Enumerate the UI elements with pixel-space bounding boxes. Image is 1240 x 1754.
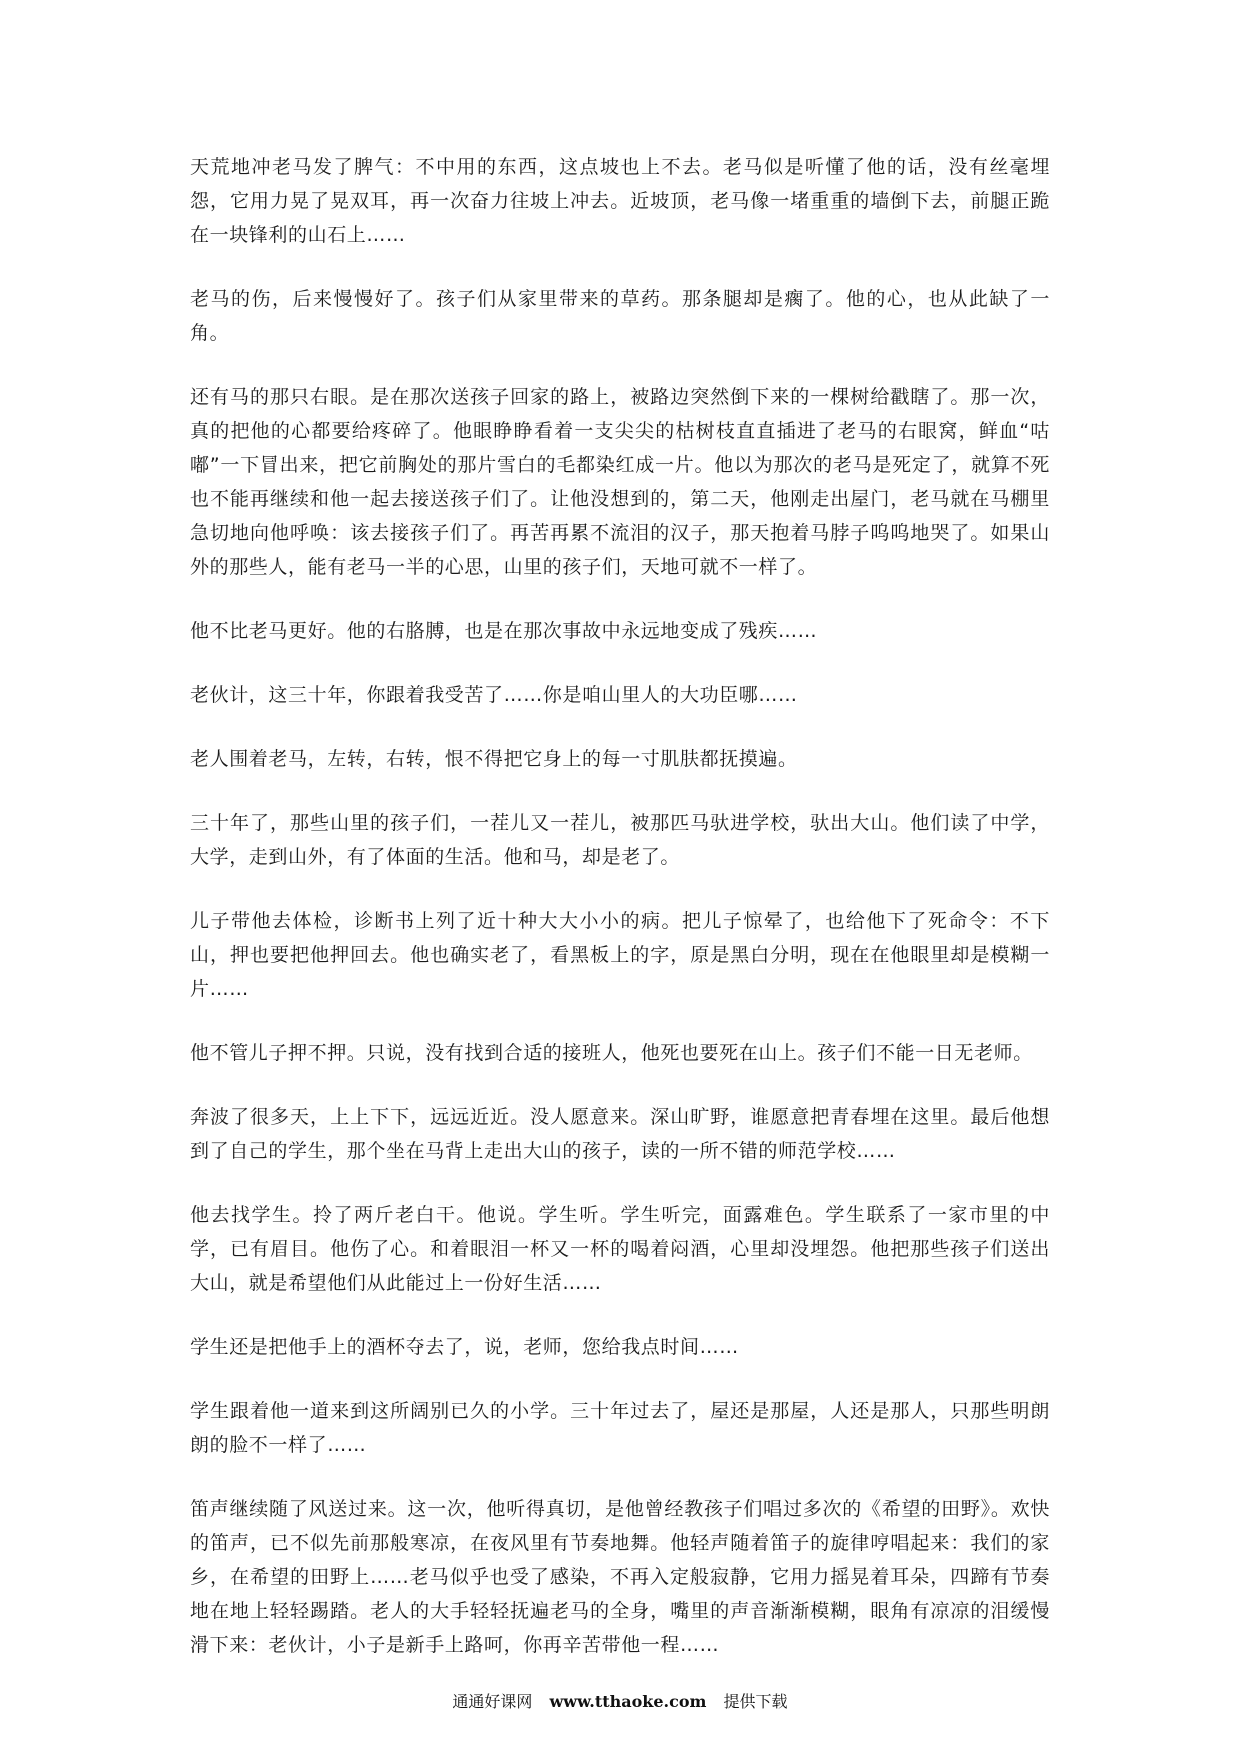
paragraph: 奔波了很多天，上上下下，远远近近。没人愿意来。深山旷野，谁愿意把青春埋在这里。最后他想到了自己的学生，那个坐在马背上走出大山的孩子，读的一所不错的师范学校…… [190,1106,1050,1162]
paragraph: 学生还是把他手上的酒杯夺去了，说，老师，您给我点时间…… [190,1336,739,1358]
paragraph: 他不管儿子押不押。只说，没有找到合适的接班人，他死也要死在山上。孩子们不能一日无老师。 [190,1042,1033,1064]
paragraph: 他去找学生。拎了两斤老白干。他说。学生听。学生听完，面露难色。学生联系了一家市里的中学，已有眉目。他伤了心。和着眼泪一杯又一杯的喝着闷酒，心里却没埋怨。他把那些孩子们送出大山，就是希望他们从此能过上一份好生活…… [190,1204,1050,1294]
page-footer [0,1690,1240,1714]
paragraph: 三十年了，那些山里的孩子们，一茬儿又一茬儿，被那匹马驮进学校，驮出大山。他们读了中学，大学，走到山外，有了体面的生活。他和马，却是老了。 [190,812,1050,868]
paragraph: 老马的伤，后来慢慢好了。孩子们从家里带来的草药。那条腿却是瘸了。他的心，也从此缺了一角。 [190,288,1050,344]
footer-url: www.tthaoke.com [549,1692,707,1711]
paragraph: 天荒地冲老马发了脾气：不中用的东西，这点坡也上不去。老马似是听懂了他的话，没有丝毫埋怨，它用力晃了晃双耳，再一次奋力往坡上冲去。近坡顶，老马像一堵重重的墙倒下去，前腿正跪在一块锋利的山石上…… [190,156,1050,246]
footer-site-name: 通通好课网 [452,1692,533,1711]
paragraph: 还有马的那只右眼。是在那次送孩子回家的路上，被路边突然倒下来的一棵树给戳瞎了。那一次，真的把他的心都要给疼碎了。他眼睁睁看着一支尖尖的枯树枝直直插进了老马的右眼窝，鲜血“咕嘟”一下冒出来，把它前胸处的那片雪白的毛都染红成一片。他以为那次的老马是死定了，就算不死也不能再继续和他一起去接送孩子们了。让他没想到的，第二天，他刚走出屋门，老马就在马棚里急切地向他呼唤：该去接孩子们了。再苦再累不流泪的汉子，那天抱着马脖子呜呜地哭了。如果山外的那些人，能有老马一半的心思，山里的孩子们，天地可就不一样了。 [190,386,1050,578]
paragraph: 笛声继续随了风送过来。这一次，他听得真切，是他曾经教孩子们唱过多次的《希望的田野》。欢快的笛声，已不似先前那般寒凉，在夜风里有节奏地舞。他轻声随着笛子的旋律哼唱起来：我们的家乡，在希望的田野上……老马似乎也受了感染，不再入定般寂静，它用力摇晃着耳朵，四蹄有节奏地在地上轻轻踢踏。老人的大手轻轻抚遍老马的全身，嘴里的声音渐渐模糊，眼角有凉凉的泪缓慢滑下来：老伙计，小子是新手上路呵，你再辛苦带他一程…… [190,1498,1050,1656]
paragraph: 儿子带他去体检，诊断书上列了近十种大大小小的病。把儿子惊晕了，也给他下了死命令：不下山，押也要把他押回去。他也确实老了，看黑板上的字，原是黑白分明，现在在他眼里却是模糊一片…… [190,910,1050,1000]
story-body [190,150,1050,1692]
footer-suffix: 提供下载 [723,1692,788,1711]
paragraph: 他不比老马更好。他的右胳膊，也是在那次事故中永远地变成了残疾…… [190,620,818,642]
paragraph: 老人围着老马，左转，右转，恨不得把它身上的每一寸肌肤都抚摸遍。 [190,748,798,770]
paragraph: 学生跟着他一道来到这所阔别已久的小学。三十年过去了，屋还是那屋，人还是那人，只那些明朗朗的脸不一样了…… [190,1400,1050,1456]
paragraph: 老伙计，这三十年，你跟着我受苦了……你是咱山里人的大功臣哪…… [190,684,798,706]
